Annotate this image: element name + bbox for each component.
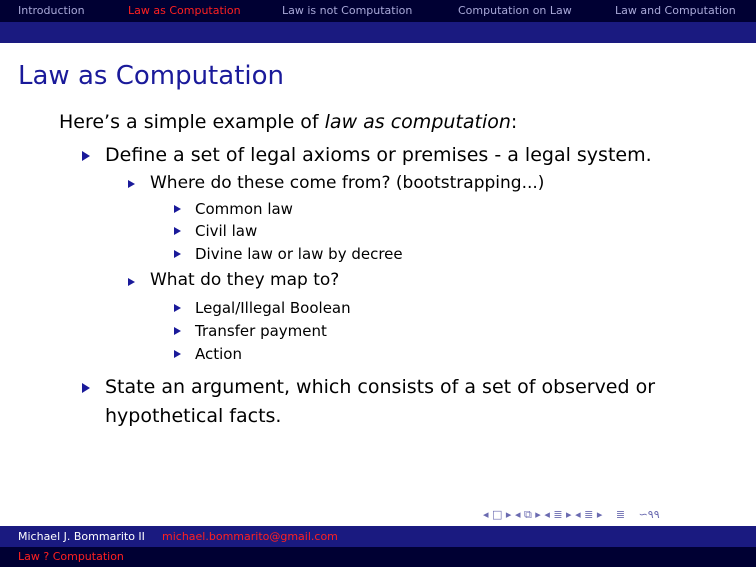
- nav-law-is-not-computation[interactable]: Law is not Computation: [282, 4, 413, 17]
- bullet-triangle-icon: [174, 350, 181, 358]
- bullet-legal-axioms: Define a set of legal axioms or premises - a legal system.: [105, 144, 652, 166]
- slide-title: Law as Computation: [18, 61, 284, 91]
- intro-suffix: :: [510, 111, 518, 133]
- bullet-triangle-icon: [174, 205, 181, 213]
- bullet-divine-law: Divine law or law by decree: [195, 245, 403, 263]
- bullet-triangle-icon: [174, 250, 181, 258]
- outline-icon[interactable]: ≣: [615, 508, 626, 521]
- search-icon[interactable]: ∽٩٩: [638, 508, 660, 521]
- header-bar: [0, 0, 756, 43]
- footer-bar: [0, 526, 756, 567]
- bullet-where-from: Where do these come from? (bootstrapping...): [150, 173, 545, 193]
- bullet-triangle-icon: [82, 383, 90, 393]
- bullet-triangle-icon: [128, 180, 135, 188]
- bullet-transfer-payment: Transfer payment: [195, 322, 327, 340]
- nav-law-and-computation[interactable]: Law and Computation: [615, 4, 736, 17]
- subsection-list-nav-icon[interactable]: ◂ ≣ ▸: [575, 508, 603, 521]
- nav-law-as-computation[interactable]: Law as Computation: [128, 4, 241, 17]
- bullet-triangle-icon: [128, 278, 135, 286]
- frame-nav-icon[interactable]: ◂ □ ▸: [483, 508, 512, 521]
- bullet-triangle-icon: [82, 151, 90, 161]
- bullet-common-law: Common law: [195, 200, 293, 218]
- bullet-state-argument-line2: hypothetical facts.: [105, 405, 282, 427]
- section-nav-icon[interactable]: ◂ ≣ ▸: [544, 508, 572, 521]
- bullet-action: Action: [195, 345, 242, 363]
- bullet-triangle-icon: [174, 327, 181, 335]
- bullet-triangle-icon: [174, 227, 181, 235]
- footer-email-link[interactable]: michael.bommarito@gmail.com: [162, 530, 338, 543]
- bullet-state-argument-line1: State an argument, which consists of a set of observed or: [105, 376, 656, 398]
- subsection-strip: [0, 22, 756, 43]
- nav-introduction[interactable]: Introduction: [18, 4, 85, 17]
- footer-author: Michael J. Bommarito II: [18, 530, 145, 543]
- bullet-civil-law: Civil law: [195, 222, 258, 240]
- beamer-nav-symbols: [483, 508, 660, 522]
- bullet-map-to: What do they map to?: [150, 270, 340, 290]
- footer-short-title[interactable]: Law ? Computation: [18, 550, 124, 563]
- intro-emphasis: law as computation: [324, 111, 511, 133]
- bullet-legal-illegal: Legal/Illegal Boolean: [195, 299, 351, 317]
- bullet-triangle-icon: [174, 304, 181, 312]
- nav-computation-on-law[interactable]: Computation on Law: [458, 4, 572, 17]
- subsection-nav-icon[interactable]: ◂ ⧉ ▸: [514, 508, 541, 521]
- intro-prefix: Here’s a simple example of: [59, 111, 325, 133]
- intro-text: [59, 111, 517, 133]
